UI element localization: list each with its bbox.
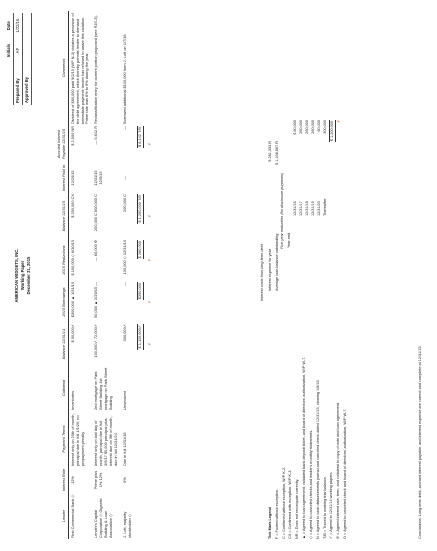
cell-collateral: 2nd mortgage on Park Street Building 1st mortgage on Park Street Building xyxy=(93,367,113,410)
cell-balance-2014: 100,000✓ 72,000✓ xyxy=(93,324,99,358)
cell-borrowings: — xyxy=(121,282,127,286)
table-header-row xyxy=(56,11,68,539)
prepared-date: 1/22/16 xyxy=(14,13,23,38)
legend-heading: Tick Mark Legend xyxy=(268,506,272,539)
interest-expense-label: Interest expense for year xyxy=(267,249,272,291)
cell-balance-2014: 300,000✓ xyxy=(121,324,127,342)
legend-item: Φ = Agreed interest rate, term, and collateral to copy of note and loan agreement. xyxy=(336,402,341,539)
cell-interest-paid: 12/25/15 xyxy=(69,170,75,186)
average-balance-label: Average loan balance outstanding xyxy=(275,233,280,291)
cell-terms: Interest only on last day of month, principal due in full 3/5/17 $5,000 principal plus interest due on 5th of month, due in full 12/31/24 xyxy=(93,416,118,466)
legend-item: ✓ = Agreed to 12/31/14 working papers. xyxy=(329,471,334,539)
total-accrued: $ 8,142 T/B xyxy=(137,127,143,148)
five-year-maturities xyxy=(280,119,342,249)
average-balance-value: $ 1,406,667 R xyxy=(275,141,280,165)
table-row xyxy=(121,11,135,539)
maturity-date: Thereafter xyxy=(322,198,327,216)
total-balance-2015: $ 1,200,000 T/B xyxy=(137,195,143,223)
year-end-label: Year end xyxy=(287,232,292,248)
maturity-amount: $ 60,000 xyxy=(293,120,298,135)
cell-rate: 12% xyxy=(69,476,75,484)
maturity-amount: 60,000 xyxy=(316,120,321,132)
maturity-total-row xyxy=(328,119,336,249)
interest-expense-value: $ 281,333 R xyxy=(267,141,272,162)
cell-balance-2015: $ 250,000 CX xyxy=(69,194,75,218)
total-borrowings: $350,000 xyxy=(137,283,143,300)
col-balance-2014: Balance 12/31/14 xyxy=(56,323,68,365)
cell-reductions: — 60,000 Φ xyxy=(93,240,99,262)
maturities-title: Five-year maturities (for disclosure purposes) xyxy=(280,172,284,249)
cell-lender: First Commercial Bank ◇ xyxy=(69,494,75,538)
maturity-foot-mark: F xyxy=(336,120,341,123)
company-name: AMERICAN WIDGETS, INC. xyxy=(14,248,19,303)
maturity-date: 12/31/18 xyxy=(305,201,310,216)
cell-interest-paid: 12/31/15 12/5/15 xyxy=(93,170,104,186)
cell-comments: Dividend of $80,000 paid 9/2/15 (WP N-3) violates a provision of the debt agreement, which thereby permits lender to demand immediate payment; lender has refused to waive this violation. Prime rate was 8% to 9% during the year. xyxy=(69,13,90,124)
table-row xyxy=(92,11,120,539)
legend-item: O = Agreed to canceled check and board of directors' authorization, W/P W-7. xyxy=(343,408,348,539)
maturity-date: 12/31/19 xyxy=(311,201,316,216)
cell-lender: J. Lott, majority stockholder ◇ xyxy=(121,511,132,538)
interest-title: Interest costs from long-term debt xyxy=(260,244,264,301)
col-reductions: 2015 Reductions xyxy=(56,239,68,281)
total-balance-2014: $ 1,110,000✓ xyxy=(137,325,143,349)
legend-item: NR = Does not recompute correctly. xyxy=(295,478,300,539)
total-reductions: $ 260,000 xyxy=(137,241,143,259)
foot-mark: F xyxy=(147,214,153,218)
prepared-label: Prepared By xyxy=(14,63,23,105)
cell-accrued: $ 2,500 NR xyxy=(69,126,75,146)
approved-label: Approved By xyxy=(23,63,32,105)
maturity-amount: 300,000 xyxy=(322,120,327,134)
maturity-total: $ 1,200,000 xyxy=(329,121,334,142)
cell-balance-2015: 200,000 C 600,000 C xyxy=(93,194,99,231)
col-rate: Interest Rate xyxy=(56,467,68,493)
debt-schedule-table xyxy=(56,11,155,539)
document-date: December 31, 2015 xyxy=(26,256,31,295)
cell-accrued: — 5,642 R xyxy=(93,126,99,145)
maturity-date: 12/31/17 xyxy=(299,201,304,216)
cell-lender: Lender's Capital Corporation ◇ Gigantic Building & Loan Association ◇ xyxy=(93,498,113,538)
tick-mark-legend xyxy=(268,279,350,539)
maturity-amount: 260,000 xyxy=(299,120,304,134)
signoff-box xyxy=(5,13,35,105)
cell-reductions: $ 100,000 ◇ 6/30/15 xyxy=(69,240,75,276)
col-balance-2015: Balance 12/31/15 xyxy=(56,193,68,239)
legend-item: F = Footed without exception. xyxy=(274,489,279,539)
col-comments: Comments xyxy=(56,11,68,125)
cell-reductions: 100,000 ◇ 12/31/15 xyxy=(121,240,127,275)
legend-item: CX = Confirmed with exception, W/P K-3. xyxy=(288,469,293,539)
date-label: Date xyxy=(5,13,14,38)
foot-mark: F xyxy=(147,300,153,304)
cell-balance-2015: 200,000 C xyxy=(121,194,127,212)
conclusion-text: Conclusions: Long-term debt, accrued interest payable, and interest expense are correct and complete at 12/31/15. xyxy=(418,345,422,539)
cell-terms: Interest only on 25th of month, principal due in full 1/1/20; no prepayment penalty xyxy=(69,413,85,466)
cell-borrowings: 50,000 ▲ 2/29/15 — xyxy=(93,282,99,318)
foot-mark: F xyxy=(147,342,153,346)
cell-comments: Reclassification entry for current portion proposed (see RJE-3). xyxy=(93,15,99,124)
legend-item: N = Agreed to cash disbursements journal and canceled check dated 12/31/15, clearing 1/8/16. xyxy=(315,379,320,539)
cell-interest-paid: — xyxy=(121,176,127,180)
cell-terms: Due in full 12/31/18 xyxy=(121,432,127,466)
footing-row xyxy=(146,11,155,539)
cell-collateral: Unsecured xyxy=(121,391,127,410)
cell-accrued: — xyxy=(121,126,127,130)
legend-item: ▲ = Agreed to loan agreement, validated bank deposit ticket, and board of directors' authorization, W/P W-7. xyxy=(302,356,307,539)
col-interest-paid: Interest Paid to xyxy=(56,163,68,193)
foot-mark: F xyxy=(147,258,153,262)
maturity-amount: 260,000 xyxy=(311,120,316,134)
col-collateral: Collateral xyxy=(56,365,68,411)
cell-rate: 0% xyxy=(121,477,127,483)
table-row xyxy=(68,11,92,539)
document-title: Working Paper xyxy=(20,260,25,291)
col-lender: Lender xyxy=(56,493,68,539)
cell-comments: Borrowed additional $100,000 from J. Lott on 1/7/16 xyxy=(121,34,127,124)
initials-label: Initials xyxy=(5,38,14,62)
legend-item: T/B = Traced to working trial balance. xyxy=(322,476,327,539)
cell-balance-2014: $ 50,000✓ xyxy=(69,324,75,343)
cell-borrowings: $300,000 ▲ 1/31/15 xyxy=(69,282,75,318)
col-borrowings: 2015 Borrowings xyxy=(56,281,68,323)
prepared-initials: AF xyxy=(14,38,23,62)
foot-mark: F xyxy=(147,142,153,146)
col-terms: Payment Terms xyxy=(56,411,68,467)
cell-rate: Prime plus 1% 12% xyxy=(93,470,104,490)
maturity-date: 12/31/16 xyxy=(293,201,298,216)
totals-row xyxy=(134,11,146,539)
legend-item: C = Confirmed without exception, W/P K-2. xyxy=(281,466,286,539)
col-accrued: Accrued Interest Payable 12/31/15 xyxy=(56,125,68,163)
legend-item: ◇ = Agreed to canceled checks and lender's monthly statements. xyxy=(308,429,313,539)
maturity-date: 12/31/20 xyxy=(316,201,321,216)
maturity-amount: 260,000 xyxy=(305,120,310,134)
cell-collateral: Inventories xyxy=(69,390,75,410)
